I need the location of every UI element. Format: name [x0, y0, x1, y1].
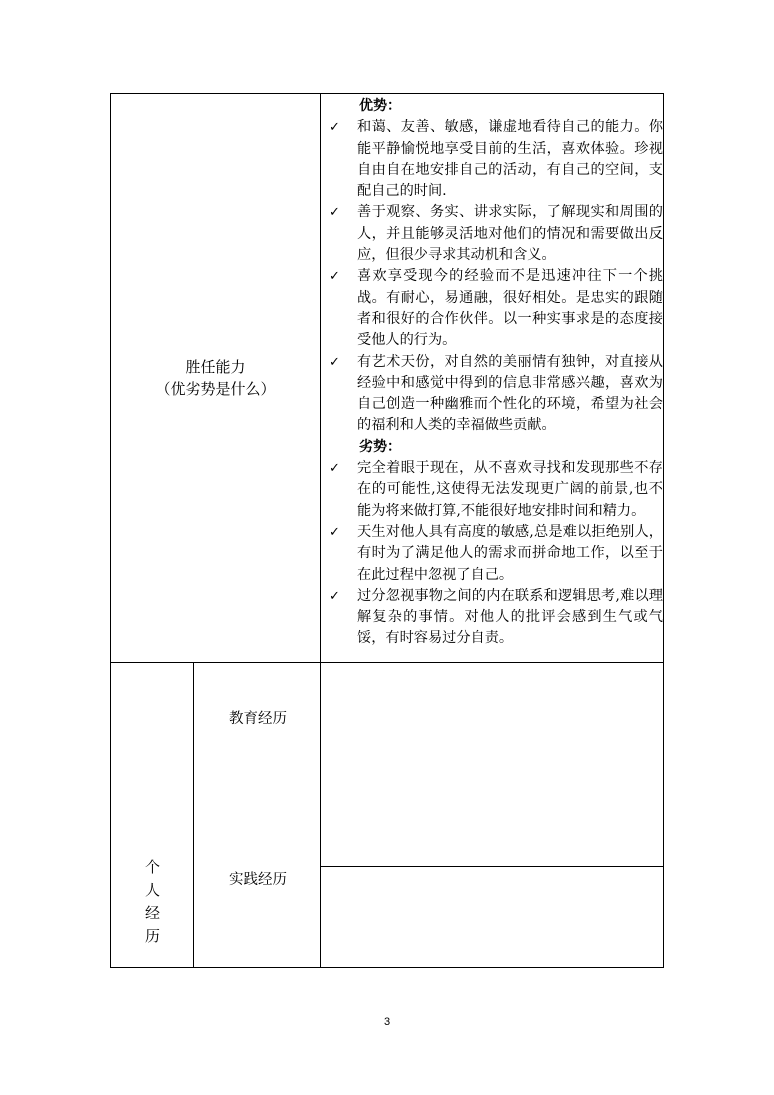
check-icon: ✓ [329, 588, 340, 604]
strengths-heading: 优势： [359, 98, 401, 114]
strength-item [323, 202, 663, 266]
check-icon: ✓ [329, 354, 340, 370]
strength-text: 有艺术天份，对自然的美丽情有独钟，对直接从经验中和感觉中得到的信息非常感兴趣，喜欢为自己创造一种幽雅而个性化的环境，希望为社会的福利和人类的幸福做些贡献。 [357, 353, 663, 434]
page-number: 3 [383, 1016, 391, 1028]
competency-subtitle: （优劣势是什么） [155, 380, 276, 398]
weakness-text: 完全着眼于现在，从不喜欢寻找和发现那些不存在的可能性,这使得无法发现更广阔的前景,也不能为将来做打算,不能很好地安排时间和精力。 [357, 460, 663, 519]
practice-content-cell[interactable] [321, 867, 663, 967]
label-char: 经 [144, 904, 160, 922]
label-char: 人 [144, 881, 160, 899]
weakness-text: 天生对他人具有高度的敏感,总是难以拒绝别人，有时为了满足他人的需求而拼命地工作，以至于在此过程中忽视了自己。 [357, 523, 663, 583]
strength-item [323, 352, 663, 437]
strength-text: 喜欢享受现今的经验而不是迅速冲往下一个挑战。有耐心，易通融，很好相处。是忠实的跟随者和很好的合作伙伴。以一种实事求是的态度接受他人的行为。 [357, 268, 663, 349]
check-icon: ✓ [329, 120, 340, 136]
personal-experience-label [111, 856, 194, 948]
weaknesses-heading: 劣势： [359, 438, 401, 455]
education-label: 教育经历 [229, 711, 287, 727]
competency-title: 胜任能力 [185, 358, 246, 376]
weakness-item [323, 586, 663, 650]
strength-item [323, 266, 663, 351]
check-icon: ✓ [329, 269, 340, 285]
strength-text: 和蔼、友善、敏感，谦虚地看待自己的能力。你能平静愉悦地享受目前的生活，喜欢体验。珍视自由自在地安排自己的活动，有自己的空间，支配自己的时间. [357, 119, 663, 200]
label-char: 个 [144, 858, 160, 876]
competency-content [323, 96, 663, 650]
practice-label: 实践经历 [229, 872, 287, 888]
weakness-text: 过分忽视事物之间的内在联系和逻辑思考,难以理解复杂的事情。对他人的批评会感到生气或气馁，有时容易过分自责。 [357, 587, 663, 647]
check-icon: ✓ [329, 461, 340, 477]
check-icon: ✓ [329, 205, 340, 221]
resume-table [110, 93, 664, 968]
competency-label [111, 356, 320, 400]
strength-text: 善于观察、务实、讲求实际，了解现实和周围的人，并且能够灵活地对他们的情况和需要做出反应，但很少寻求其动机和含义。 [357, 204, 663, 264]
check-icon: ✓ [329, 524, 340, 540]
education-content-cell[interactable] [321, 663, 663, 866]
weakness-item [323, 522, 663, 586]
strength-item [323, 117, 663, 202]
label-char: 历 [144, 927, 160, 945]
weakness-item [323, 458, 663, 522]
